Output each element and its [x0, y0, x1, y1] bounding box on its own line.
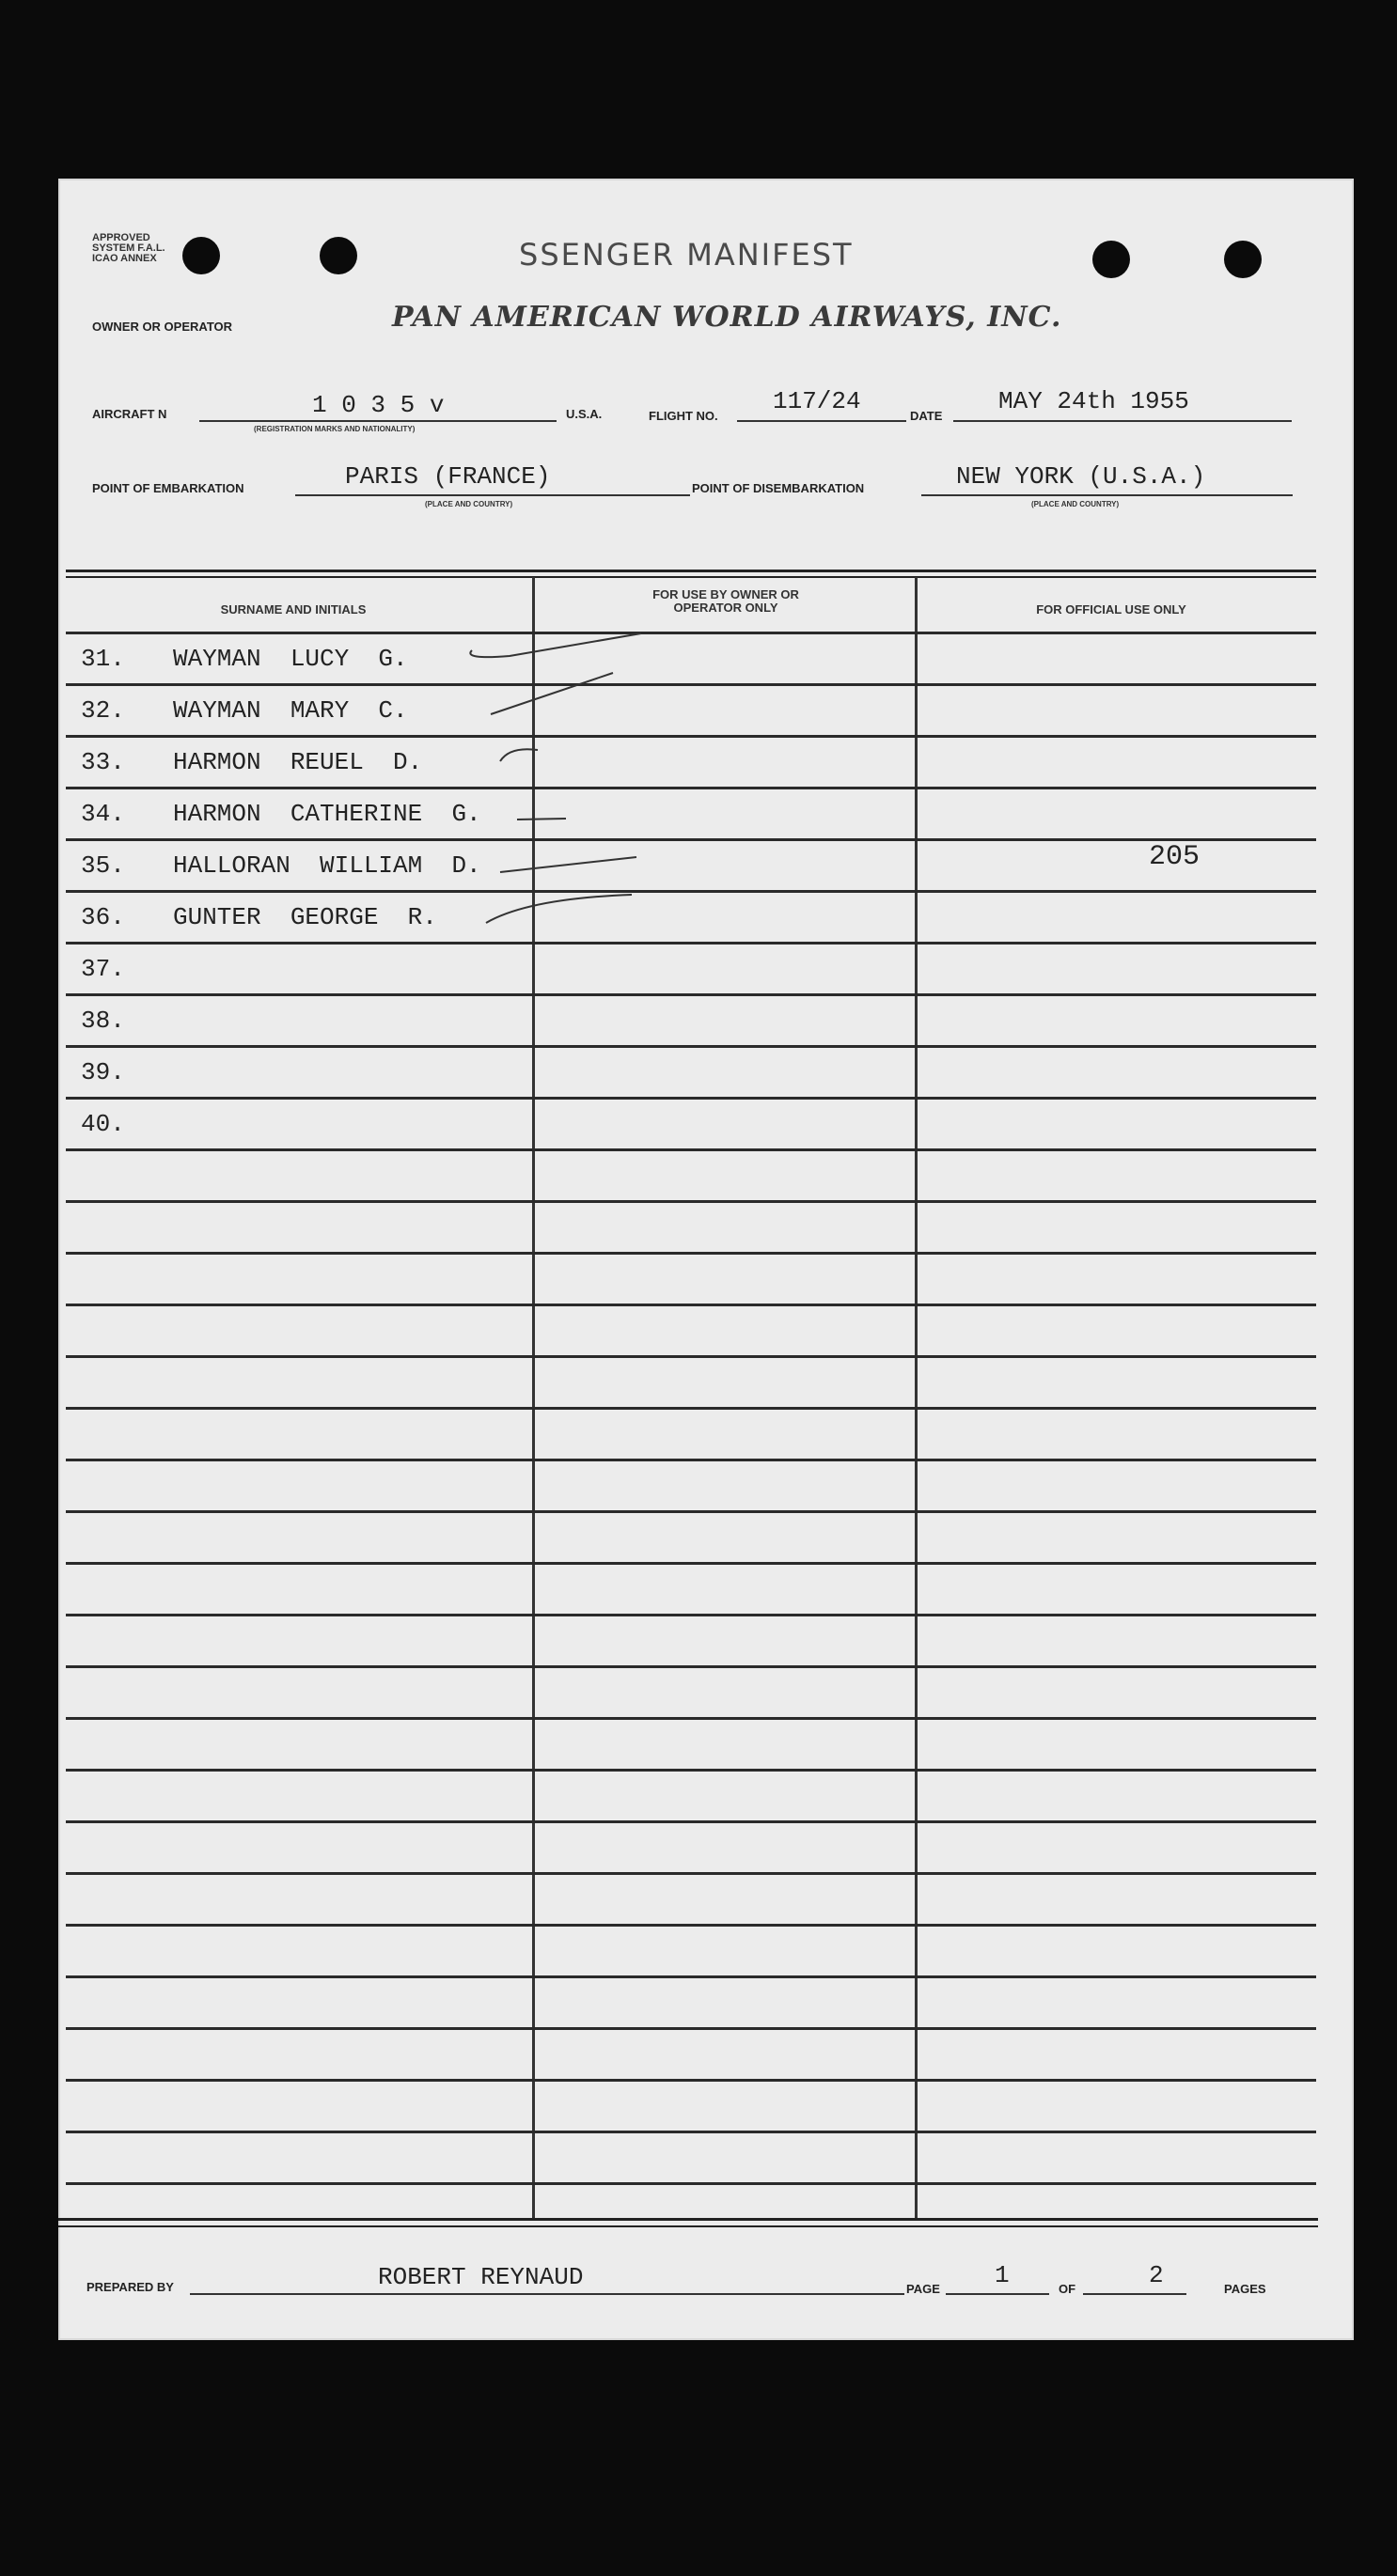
prepared-value: ROBERT REYNAUD: [378, 2263, 584, 2291]
date-value: MAY 24th 1955: [998, 387, 1189, 415]
page-label: PAGE: [906, 2282, 940, 2296]
form-title: SSENGER MANIFEST: [519, 237, 854, 273]
row-number: 39.: [81, 1058, 125, 1086]
aircraft-value: 1 0 3 5 v: [312, 391, 445, 419]
column-header-owner-use: FOR USE BY OWNER OR OPERATOR ONLY: [652, 587, 799, 615]
passenger-name: WAYMAN MARY C.: [173, 696, 408, 725]
manifest-sheet: [58, 179, 1354, 2340]
check-mark: [500, 749, 538, 761]
aircraft-label: AIRCRAFT N: [92, 407, 167, 421]
column-header-surname: SURNAME AND INITIALS: [220, 602, 367, 617]
row-number: 36.: [81, 903, 125, 931]
registration-note: (REGISTRATION MARKS AND NATIONALITY): [254, 425, 416, 433]
row-number: 32.: [81, 696, 125, 725]
embark-label: POINT OF EMBARKATION: [92, 481, 244, 495]
owner-label: OWNER OR OPERATOR: [92, 320, 233, 334]
row-number: 38.: [81, 1007, 125, 1035]
of-underline: [1083, 2293, 1186, 2295]
row-number: 34.: [81, 800, 125, 828]
check-mark: [517, 819, 566, 820]
passenger-name: WAYMAN LUCY G.: [173, 645, 408, 673]
row-number: 33.: [81, 748, 125, 776]
embark-note: (PLACE AND COUNTRY): [425, 500, 513, 508]
prepared-label: PREPARED BY: [86, 2280, 174, 2294]
approved-line: ICAO ANNEX: [92, 253, 157, 264]
table-bottom-rule: [58, 2218, 1318, 2221]
prepared-underline: [190, 2293, 904, 2295]
check-mark: [486, 895, 632, 923]
check-mark: [470, 633, 641, 657]
passenger-name: HARMON REUEL D.: [173, 748, 423, 776]
of-label: OF: [1059, 2282, 1076, 2296]
passenger-name: HALLORAN WILLIAM D.: [173, 851, 481, 880]
flight-label: FLIGHT NO.: [649, 409, 718, 423]
disembark-note: (PLACE AND COUNTRY): [1031, 500, 1120, 508]
pages-label: PAGES: [1224, 2282, 1266, 2296]
disembark-label: POINT OF DISEMBARKATION: [692, 481, 865, 495]
row-number: 31.: [81, 645, 125, 673]
approved-line: APPROVED: [92, 232, 150, 243]
embark-value: PARIS (FRANCE): [345, 462, 551, 491]
check-mark: [500, 857, 636, 872]
of-value: 2: [1149, 2261, 1164, 2289]
approved-line: SYSTEM F.A.L.: [92, 242, 165, 254]
row-number: 40.: [81, 1110, 125, 1138]
column-header-official-use: FOR OFFICIAL USE ONLY: [1036, 602, 1186, 617]
date-label: DATE: [910, 409, 943, 423]
table-bottom-rule: [58, 2225, 1318, 2227]
row-number: 37.: [81, 955, 125, 983]
page-value: 1: [995, 2261, 1010, 2289]
check-marks: [58, 179, 1354, 2340]
disembark-value: NEW YORK (U.S.A.): [956, 462, 1206, 491]
passenger-name: HARMON CATHERINE G.: [173, 800, 481, 828]
page-underline: [946, 2293, 1049, 2295]
flight-value: 117/24: [773, 387, 861, 415]
row-number: 35.: [81, 851, 125, 880]
usa-label: U.S.A.: [566, 407, 603, 421]
operator-name: PAN AMERICAN WORLD AIRWAYS, INC.: [392, 301, 1062, 334]
official-use-value: 205: [1149, 841, 1201, 873]
check-mark: [491, 673, 613, 714]
passenger-name: GUNTER GEORGE R.: [173, 903, 437, 931]
